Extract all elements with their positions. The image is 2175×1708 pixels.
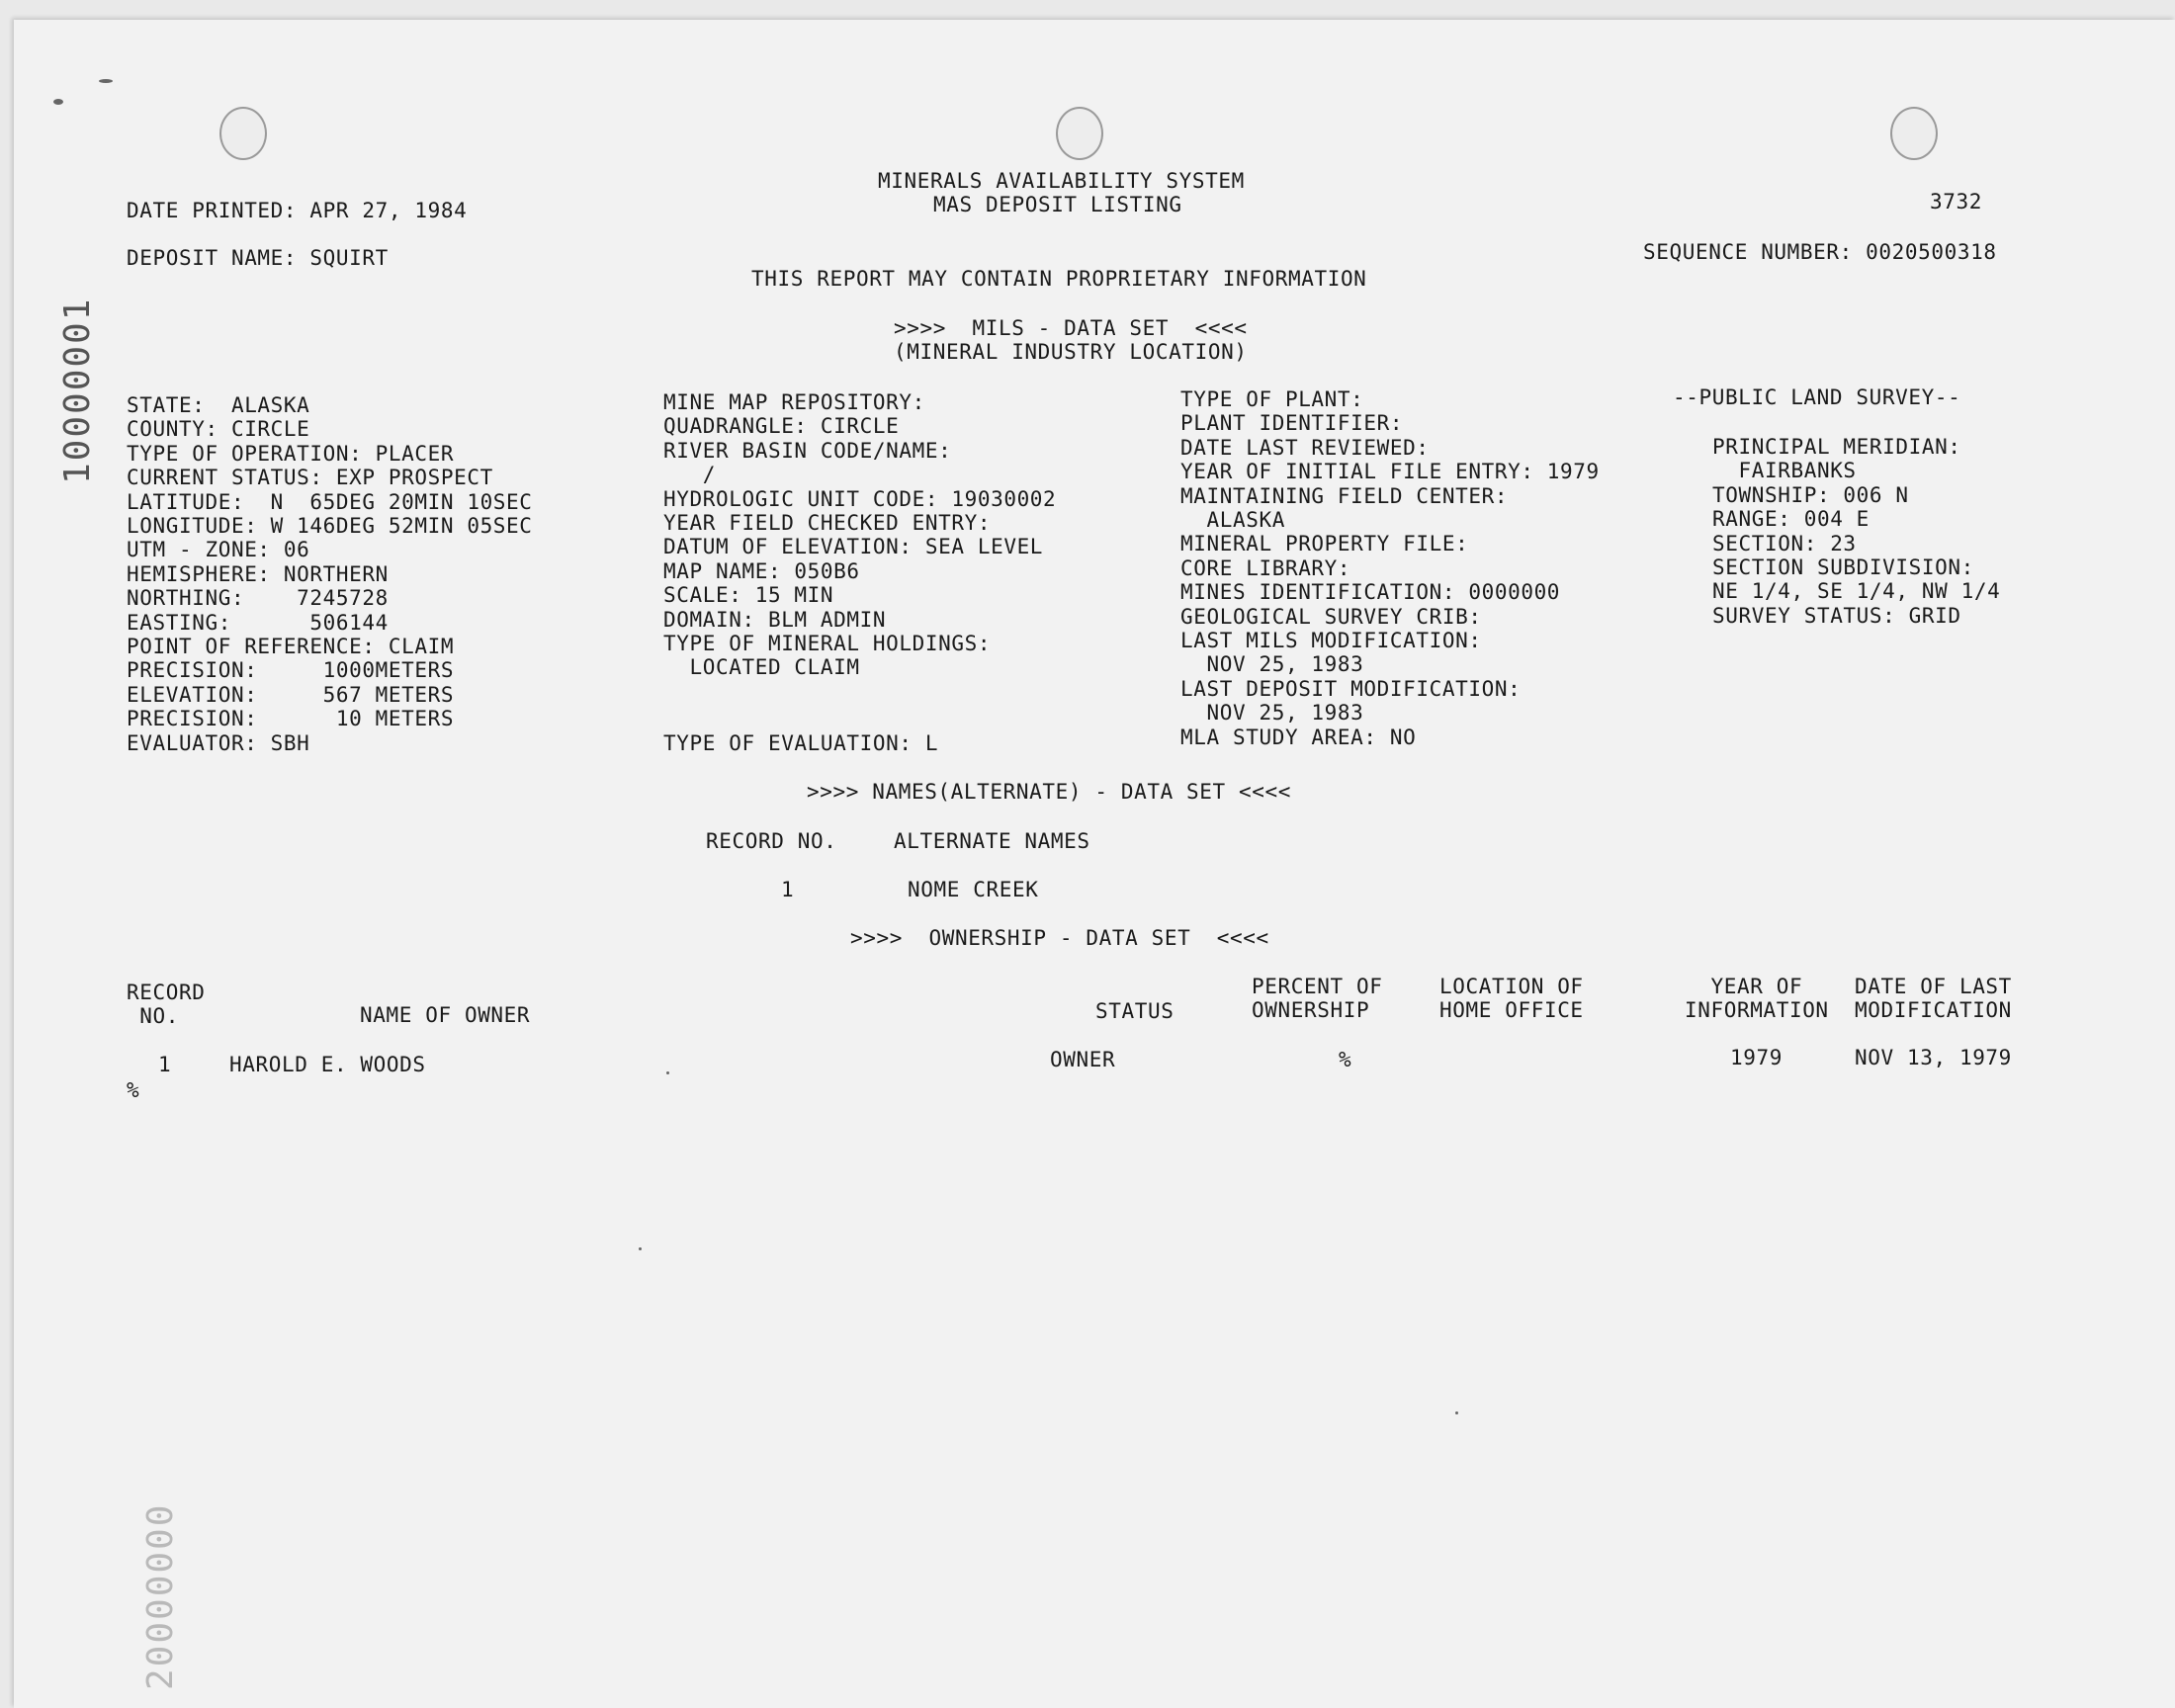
last-deposit-modification-field: LAST DEPOSIT MODIFICATION: <box>1180 676 1522 701</box>
river-basin-value: / <box>663 463 716 487</box>
page-number: 3732 <box>1930 190 1982 214</box>
survey-crib-field: GEOLOGICAL SURVEY CRIB: <box>1180 604 1482 629</box>
date-last-reviewed-field: DATE LAST REVIEWED: <box>1180 435 1430 460</box>
hemisphere-field: HEMISPHERE: NORTHERN <box>127 561 389 586</box>
ownership-col-status: STATUS <box>1095 999 1174 1023</box>
ownership-heading: >>>> OWNERSHIP - DATA SET <<<< <box>850 926 1269 950</box>
punch-hole-right <box>1890 107 1938 160</box>
river-basin-field: RIVER BASIN CODE/NAME: <box>663 438 952 463</box>
mineral-holdings-field: TYPE OF MINERAL HOLDINGS: <box>663 632 992 655</box>
ownership-row-date: NOV 13, 1979 <box>1855 1046 2012 1069</box>
northing-field: NORTHING: 7245728 <box>127 586 389 611</box>
domain-field: DOMAIN: BLM ADMIN <box>663 607 887 632</box>
deposit-name: DEPOSIT NAME: SQUIRT <box>127 246 389 270</box>
scale-field: SCALE: 15 MIN <box>663 583 834 608</box>
principal-meridian-value: FAIRBANKS <box>1712 459 1857 483</box>
map-name-field: MAP NAME: 050B6 <box>663 558 860 583</box>
ownership-row-year: 1979 <box>1730 1046 1783 1069</box>
last-mils-modification-value: NOV 25, 1983 <box>1180 652 1364 677</box>
names-col-names: ALTERNATE NAMES <box>894 829 1090 853</box>
evaluation-type-field: TYPE OF EVALUATION: L <box>663 731 939 755</box>
ownership-col-location: LOCATION OF HOME OFFICE <box>1439 975 1584 1022</box>
core-library-field: CORE LIBRARY: <box>1180 555 1351 580</box>
point-of-reference-field: POINT OF REFERENCE: CLAIM <box>127 635 455 658</box>
ownership-col-percent: PERCENT OF OWNERSHIP <box>1252 975 1383 1022</box>
scan-speck <box>666 1071 669 1074</box>
system-title: MINERALS AVAILABILITY SYSTEM <box>878 169 1245 193</box>
ownership-row-status: OWNER <box>1050 1048 1116 1071</box>
mils-heading: >>>> MILS - DATA SET <<<< <box>894 316 1248 340</box>
names-heading: >>>> NAMES(ALTERNATE) - DATA SET <<<< <box>807 780 1291 804</box>
names-row-name: NOME CREEK <box>908 878 1039 901</box>
longitude-field: LONGITUDE: W 146DEG 52MIN 05SEC <box>127 514 533 538</box>
initial-file-entry-field: YEAR OF INITIAL FILE ENTRY: 1979 <box>1180 460 1600 484</box>
year-field-checked-field: YEAR FIELD CHECKED ENTRY: <box>663 511 992 535</box>
principal-meridian-field: PRINCIPAL MERIDIAN: <box>1712 435 1961 459</box>
scan-speck <box>99 79 113 83</box>
elevation-precision-field: PRECISION: 10 METERS <box>127 707 455 731</box>
ownership-row-percent: % <box>1339 1048 1352 1071</box>
state-field: STATE: ALASKA <box>127 393 310 417</box>
ownership-col-date: DATE OF LAST MODIFICATION <box>1855 975 2012 1022</box>
field-center-field: MAINTAINING FIELD CENTER: <box>1180 483 1509 508</box>
hydrologic-unit-field: HYDROLOGIC UNIT CODE: 19030002 <box>663 486 1057 511</box>
field-center-value: ALASKA <box>1180 508 1285 532</box>
mla-study-area-field: MLA STUDY AREA: NO <box>1180 725 1417 749</box>
plant-type-field: TYPE OF PLANT: <box>1180 387 1364 411</box>
precision-field: PRECISION: 1000METERS <box>127 658 455 683</box>
county-field: COUNTY: CIRCLE <box>127 417 310 442</box>
easting-field: EASTING: 506144 <box>127 610 389 635</box>
range-field: RANGE: 004 E <box>1712 507 1870 532</box>
sequence-number: SEQUENCE NUMBER: 0020500318 <box>1643 240 1997 264</box>
film-number-stamp: 10000001 <box>57 297 98 484</box>
datum-of-elevation-field: DATUM OF ELEVATION: SEA LEVEL <box>663 535 1044 559</box>
mines-identification-field: MINES IDENTIFICATION: 0000000 <box>1180 580 1561 605</box>
film-number-stamp-faint: 20000000 <box>140 1502 181 1690</box>
ownership-trailer: % <box>127 1078 140 1102</box>
section-subdivision-value: NE 1/4, SE 1/4, NW 1/4 <box>1712 579 2001 604</box>
section-field: SECTION: 23 <box>1712 531 1857 555</box>
mils-subheading: (MINERAL INDUSTRY LOCATION) <box>894 340 1248 364</box>
ownership-col-year: YEAR OF INFORMATION <box>1685 975 1829 1022</box>
ownership-row-name: HAROLD E. WOODS <box>229 1053 426 1076</box>
mineral-property-file-field: MINERAL PROPERTY FILE: <box>1180 532 1469 556</box>
current-status-field: CURRENT STATUS: EXP PROSPECT <box>127 466 493 490</box>
ownership-col-name: NAME OF OWNER <box>360 1003 531 1027</box>
plant-identifier-field: PLANT IDENTIFIER: <box>1180 411 1404 436</box>
section-subdivision-field: SECTION SUBDIVISION: <box>1712 555 1974 579</box>
scan-speck <box>1455 1411 1458 1414</box>
last-deposit-modification-value: NOV 25, 1983 <box>1180 701 1364 726</box>
mine-map-repository-field: MINE MAP REPOSITORY: <box>663 390 925 414</box>
scan-speck <box>53 99 63 105</box>
operation-type-field: TYPE OF OPERATION: PLACER <box>127 441 455 466</box>
survey-status-field: SURVEY STATUS: GRID <box>1712 603 1961 628</box>
mineral-holdings-value: LOCATED CLAIM <box>663 655 860 680</box>
names-row-record: 1 <box>781 878 795 901</box>
punch-hole-left <box>219 107 267 160</box>
date-printed: DATE PRINTED: APR 27, 1984 <box>127 199 468 222</box>
ownership-row-record: 1 <box>158 1053 172 1076</box>
public-land-survey-heading: --PUBLIC LAND SURVEY-- <box>1673 385 1961 409</box>
quadrangle-field: QUADRANGLE: CIRCLE <box>663 414 900 439</box>
evaluator-field: EVALUATOR: SBH <box>127 730 310 755</box>
ownership-col-record: RECORD NO. <box>127 981 206 1028</box>
latitude-field: LATITUDE: N 65DEG 20MIN 10SEC <box>127 489 533 514</box>
punch-hole-center <box>1056 107 1103 160</box>
last-mils-modification-field: LAST MILS MODIFICATION: <box>1180 629 1482 652</box>
proprietary-notice: THIS REPORT MAY CONTAIN PROPRIETARY INFORMATION <box>751 267 1367 291</box>
utm-zone-field: UTM - ZONE: 06 <box>127 538 310 562</box>
elevation-field: ELEVATION: 567 METERS <box>127 682 455 707</box>
scan-speck <box>639 1247 642 1250</box>
township-field: TOWNSHIP: 006 N <box>1712 482 1909 507</box>
names-col-record: RECORD NO. <box>706 829 837 853</box>
listing-title: MAS DEPOSIT LISTING <box>933 193 1182 216</box>
